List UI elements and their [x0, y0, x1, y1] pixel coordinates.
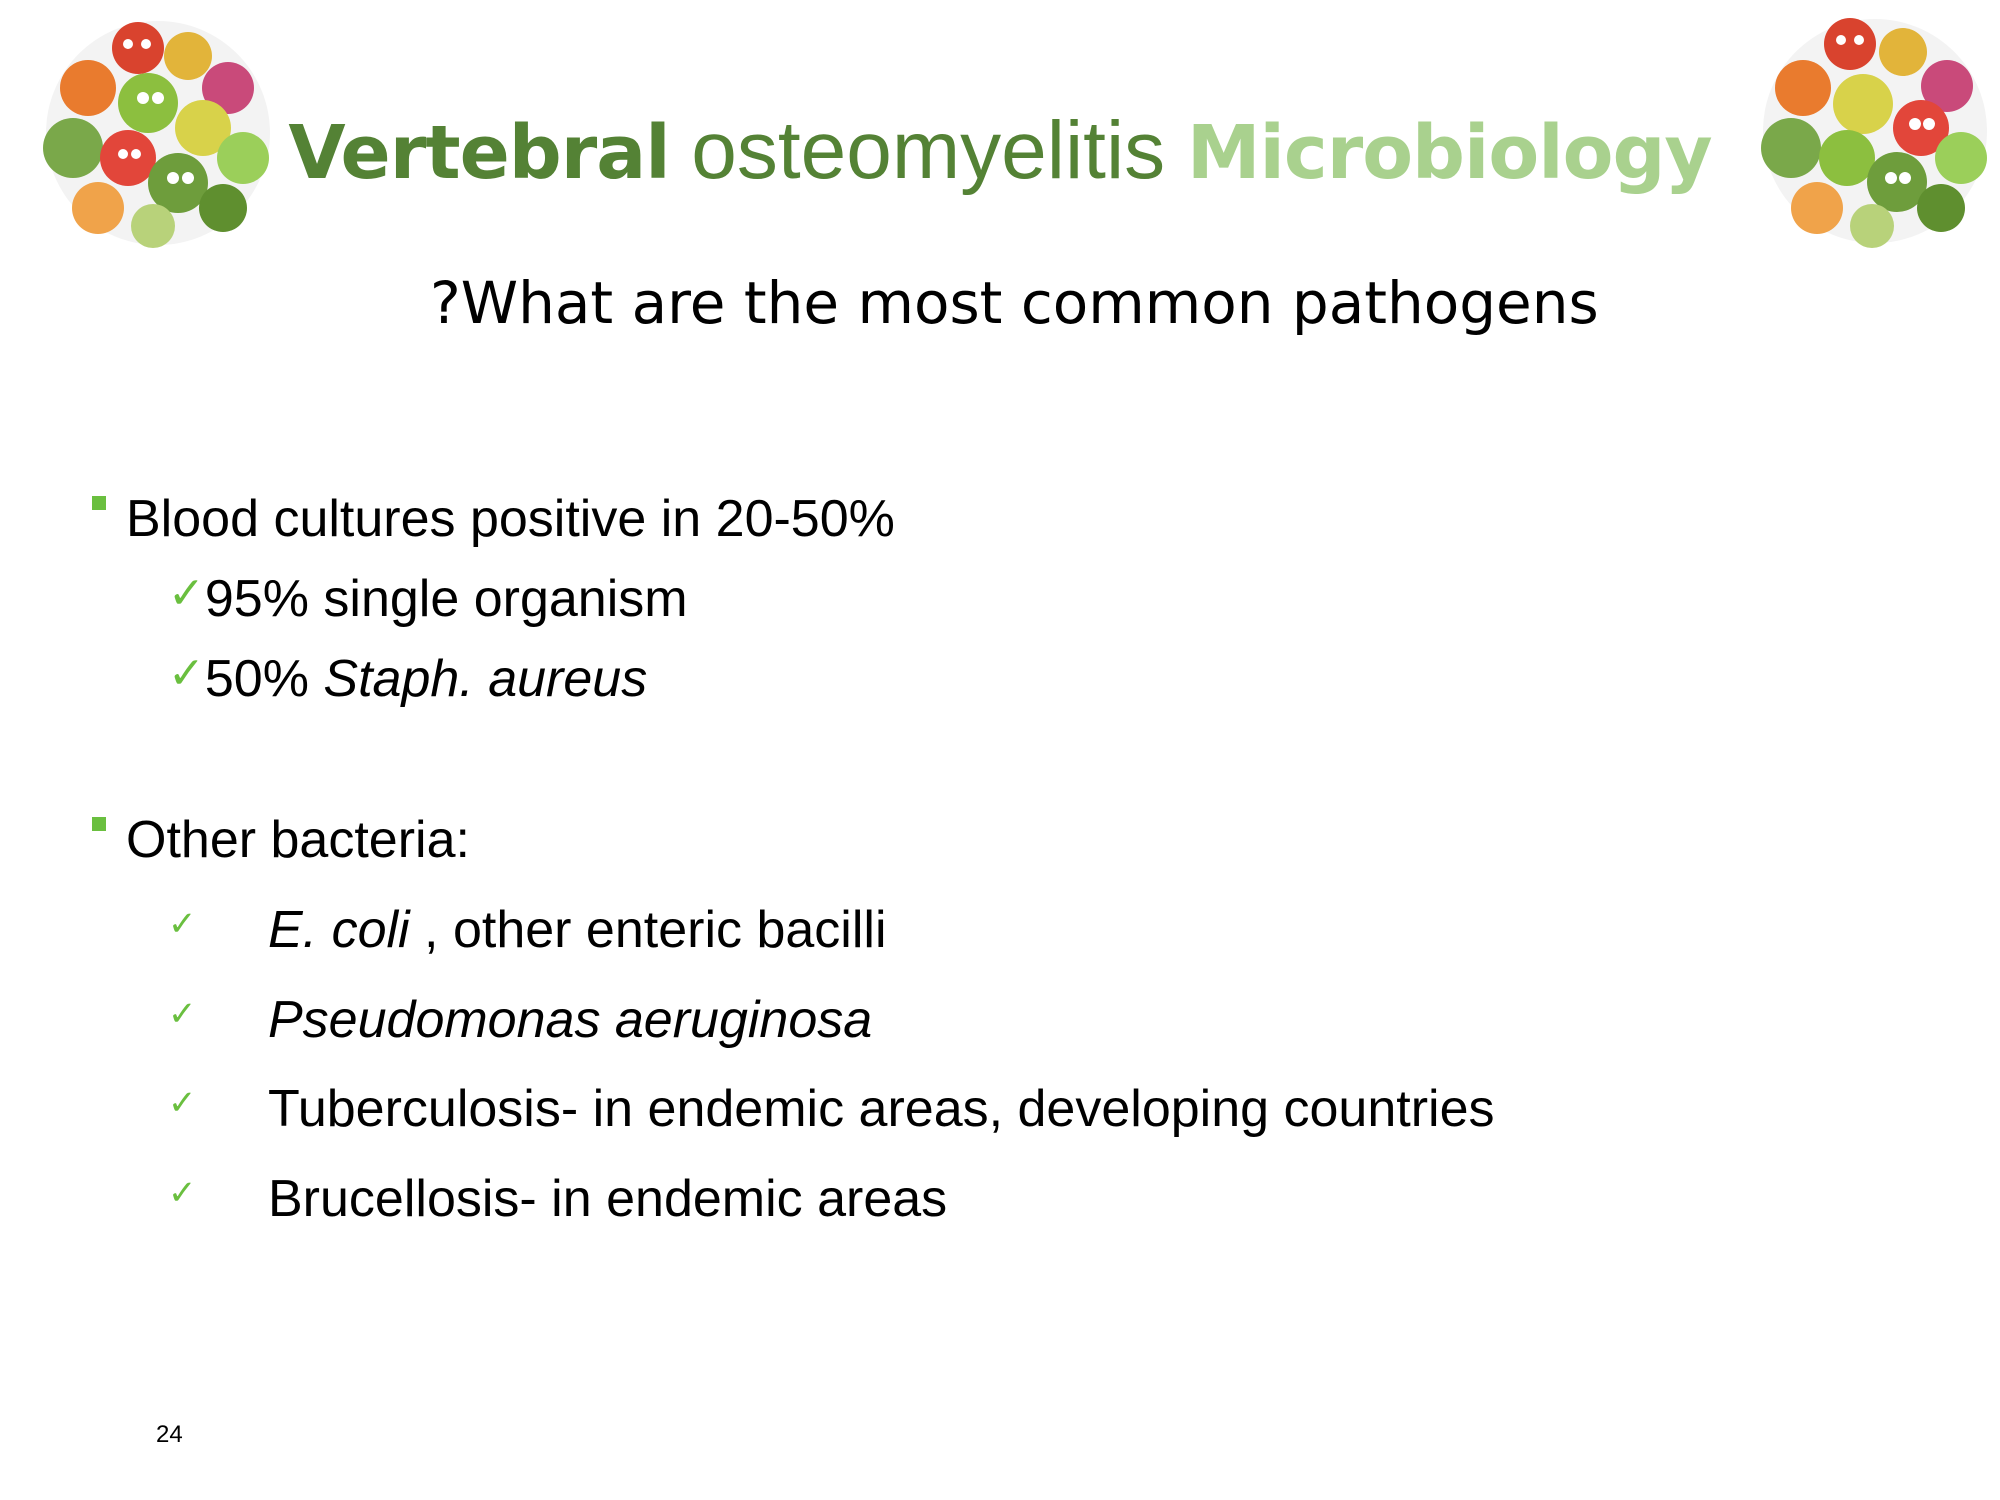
sub-bullet-text: , other enteric bacilli: [409, 901, 887, 959]
square-bullet-icon: [92, 496, 106, 510]
sub-bullet-item: [168, 1077, 1495, 1147]
bullet-text: Blood cultures positive in 20-50%: [126, 490, 895, 548]
sub-bullet-item: [168, 567, 688, 634]
sub-bullet-item: [168, 1167, 947, 1237]
page-number: 24: [156, 1421, 183, 1448]
sub-bullet-text: Tuberculosis- in endemic areas, developing countries: [268, 1080, 1495, 1138]
sub-bullet-item: [168, 647, 647, 714]
sub-bullet-text: 50%: [204, 650, 324, 708]
sub-bullet-text: Brucellosis- in endemic areas: [268, 1170, 948, 1228]
check-icon: ✓: [168, 1174, 197, 1212]
square-bullet-icon: [92, 817, 106, 831]
sub-bullet-item: [168, 988, 872, 1058]
sub-bullet-italic-text: Pseudomonas aeruginosa: [268, 991, 873, 1049]
sub-bullet-item: [168, 898, 887, 968]
sub-bullet-italic-text: Staph. aureus: [323, 650, 648, 708]
check-icon: ✓: [168, 995, 197, 1033]
title-word-osteomyelitis: osteomyelitis: [691, 105, 1166, 196]
check-icon: ✓: [168, 905, 197, 943]
check-icon: ✓: [168, 649, 205, 698]
bullet-item: [92, 808, 470, 872]
sub-bullet-text: 95% single organism: [204, 570, 688, 628]
bullet-text: Other bacteria:: [126, 811, 470, 869]
slide-title: [0, 103, 2000, 201]
title-word-vertebral: Vertebral: [288, 110, 670, 196]
title-word-microbiology: Microbiology: [1186, 110, 1712, 196]
bullet-item: [92, 487, 895, 551]
slide-subtitle: ?What are the most common pathogens: [430, 269, 1599, 337]
check-icon: ✓: [168, 1084, 197, 1122]
check-icon: ✓: [168, 569, 205, 618]
sub-bullet-italic-text: E. coli: [268, 901, 410, 959]
